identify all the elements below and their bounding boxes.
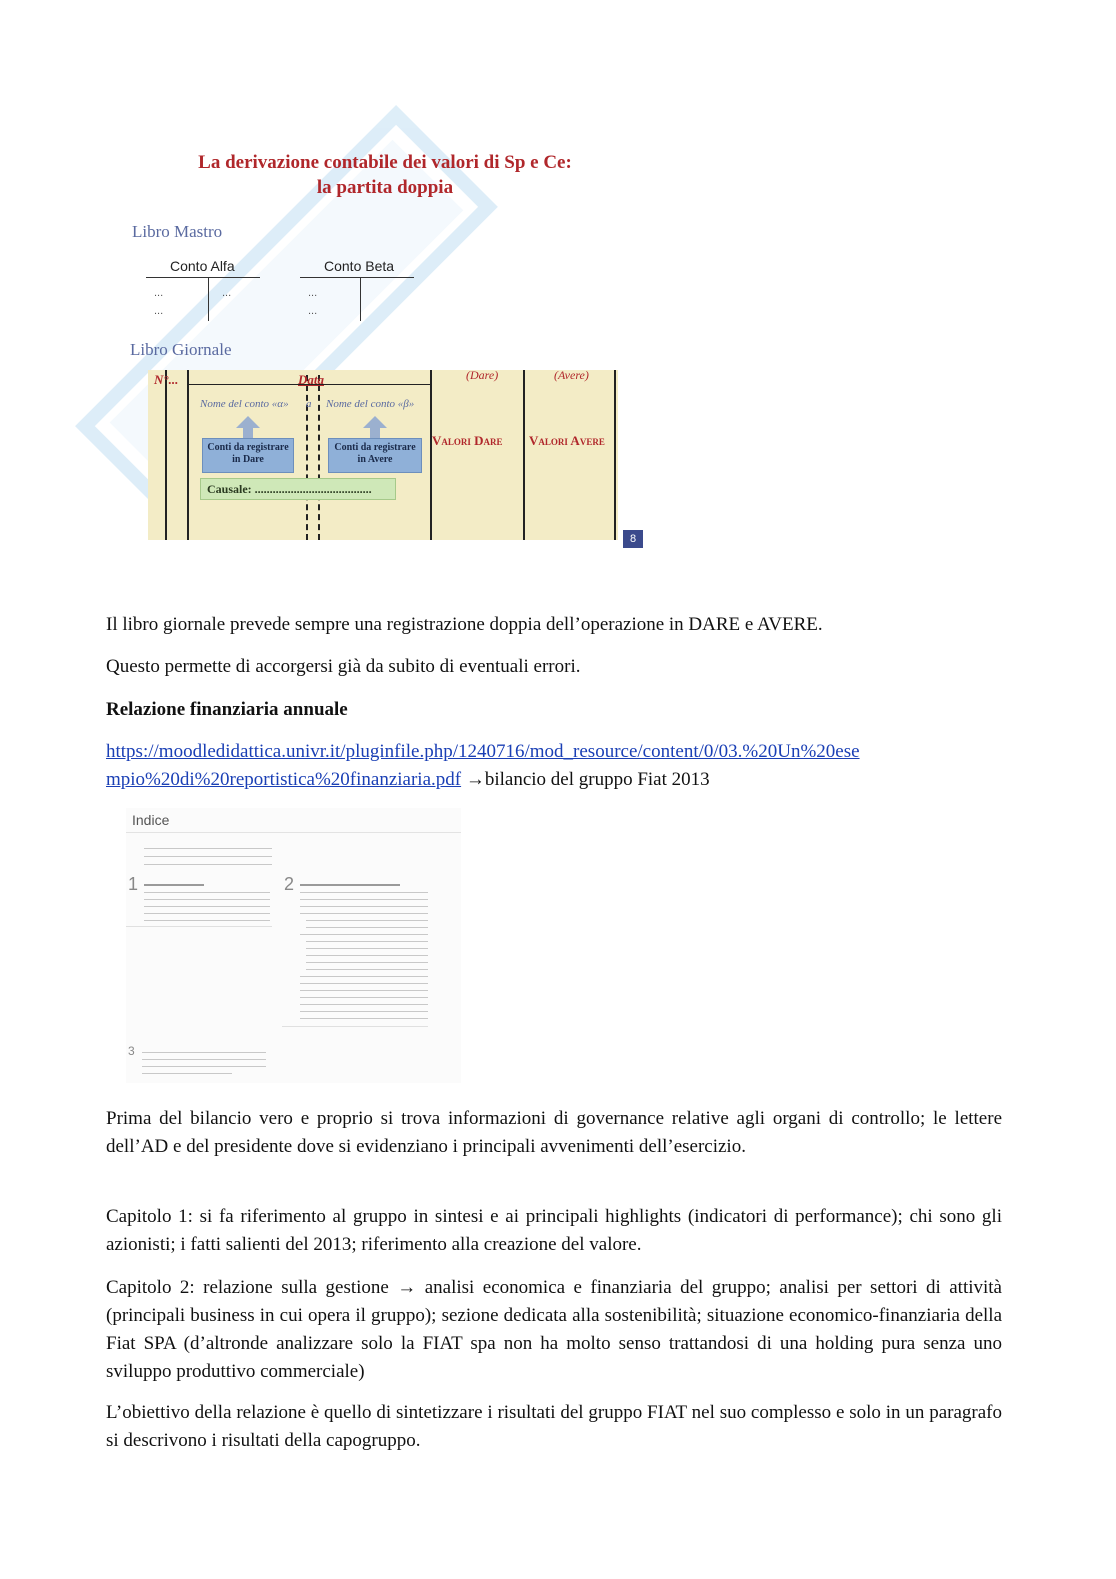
paragraph-2: Questo permette di accorgersi già da subito di eventuali errori. xyxy=(106,656,581,677)
index-line xyxy=(306,948,428,949)
valori-dare-label: Valori Dare xyxy=(432,433,503,448)
index-thumbnail xyxy=(126,808,461,1083)
index-line xyxy=(300,934,428,935)
conto-beta-dots-2: ... xyxy=(308,305,318,317)
report-link-part2[interactable]: mpio%20di%20reportistica%20finanziaria.pdf xyxy=(106,769,462,790)
arrow-stem xyxy=(243,428,253,438)
index-line xyxy=(300,913,428,914)
index-line xyxy=(144,892,270,893)
index-line xyxy=(306,927,428,928)
valori-avere-label: Valori Avere xyxy=(529,433,605,448)
index-line xyxy=(300,1011,428,1012)
journal-line-2 xyxy=(187,370,189,540)
journal-line-3 xyxy=(430,370,432,540)
index-line xyxy=(142,1052,266,1053)
journal-col-data: Data xyxy=(298,372,324,387)
index-line xyxy=(142,1066,266,1067)
slide-title-line2: la partita doppia xyxy=(316,177,454,198)
link-suffix: →bilancio del gruppo Fiat 2013 xyxy=(461,769,710,790)
slide-title-line1: La derivazione contabile dei valori di Sp e Ce: xyxy=(198,152,572,173)
partita-doppia-slide xyxy=(120,140,650,555)
a-separator: a xyxy=(306,398,312,410)
index-number-1: 1 xyxy=(128,874,139,894)
link-paragraph xyxy=(106,738,1002,794)
index-line xyxy=(300,906,428,907)
index-line xyxy=(144,920,270,921)
index-line xyxy=(300,1018,428,1019)
index-line xyxy=(300,899,428,900)
paragraph-1: Il libro giornale prevede sempre una registrazione doppia dell’operazione in DARE e AVERE. xyxy=(106,614,823,635)
index-rule xyxy=(282,1026,428,1027)
conto-alfa-stem xyxy=(208,277,209,321)
libro-giornale-label: Libro Giornale xyxy=(130,340,232,359)
journal-dash-2 xyxy=(318,375,320,540)
journal-col-avere: (Avere) xyxy=(554,368,589,382)
index-line xyxy=(306,941,428,942)
index-line xyxy=(306,920,428,921)
index-line xyxy=(144,856,272,857)
index-line xyxy=(144,864,272,865)
libro-mastro-label: Libro Mastro xyxy=(132,222,223,241)
conto-beta-label: Conto Beta xyxy=(324,258,395,274)
index-line xyxy=(144,906,270,907)
arrow-up-icon xyxy=(363,416,387,428)
index-line xyxy=(142,1073,232,1074)
index-line xyxy=(300,990,428,991)
index-number-2: 2 xyxy=(284,874,295,894)
index-line xyxy=(300,997,428,998)
conto-alfa-label: Conto Alfa xyxy=(170,258,235,274)
conto-beta-bar xyxy=(300,277,414,278)
section-heading: Relazione finanziaria annuale xyxy=(106,699,348,720)
journal-col-number: N°... xyxy=(154,372,179,387)
journal-line-1 xyxy=(165,370,167,540)
conto-alfa-bar xyxy=(146,277,260,278)
report-link-part1[interactable]: https://moodledidattica.univr.it/pluginfile.php/1240716/mod_resource/content/0/03.%20Un%20ese xyxy=(106,741,860,762)
causale-box: Causale: ....................................... xyxy=(200,478,396,500)
arrow-up-icon xyxy=(236,416,260,428)
index-line xyxy=(306,962,428,963)
conto-beta-stem xyxy=(360,277,361,321)
index-rule xyxy=(126,926,272,927)
index-line xyxy=(300,884,400,886)
index-title: Indice xyxy=(132,812,170,828)
index-line xyxy=(142,1059,266,1060)
index-line xyxy=(300,983,428,984)
index-line xyxy=(144,899,270,900)
index-line xyxy=(144,884,204,886)
index-line xyxy=(144,848,272,849)
journal-line-4 xyxy=(523,370,525,540)
index-line xyxy=(300,1004,428,1005)
nome-conto-beta: Nome del conto «β» xyxy=(326,398,415,410)
index-line xyxy=(306,969,428,970)
conto-beta-dots-1: ... xyxy=(308,287,318,299)
index-number-3: 3 xyxy=(128,1044,135,1058)
index-line xyxy=(306,955,428,956)
paragraph-3: Prima del bilancio vero e proprio si trova informazioni di governance relative agli organi di controllo; le lettere dell’AD e del presidente dove si evidenziano i principali avvenimenti dell’esercizio. xyxy=(106,1108,1002,1157)
arrow-stem xyxy=(370,428,380,438)
nome-conto-alpha: Nome del conto «α» xyxy=(200,398,289,410)
index-line xyxy=(300,976,428,977)
conti-dare-box: Conti da registrare in Dare xyxy=(202,438,294,473)
journal-col-dare: (Dare) xyxy=(466,368,499,382)
index-line xyxy=(144,913,270,914)
conto-alfa-dots-3: ... xyxy=(222,287,232,299)
paragraph-4: Capitolo 1: si fa riferimento al gruppo in sintesi e ai principali highlights (indicatori di performance); chi sono gli azionisti; i fatti salienti del 2013; riferimento alla creazione del valore. xyxy=(106,1206,1002,1255)
index-line xyxy=(300,892,428,893)
paragraph-6: L’obiettivo della relazione è quello di sintetizzare i risultati del gruppo FIAT nel suo complesso e solo in un paragrafo si descrivono i risultati della capogruppo. xyxy=(106,1402,1002,1451)
paragraph-5: Capitolo 2: relazione sulla gestione → analisi economica e finanziaria del gruppo; analisi per settori di attività (principali business in cui opera il gruppo); sezione dedicata alla sostenibilità; situazione economico-finanziaria della Fiat SPA (d’altronde analizzare solo la FIAT spa non ha molto senso trattandosi di una holding pura senza uno sviluppo produttivo commerciale) xyxy=(106,1277,1002,1382)
slide-page-number: 8 xyxy=(623,530,643,548)
index-title-rule xyxy=(126,832,461,833)
conti-avere-box: Conti da registrare in Avere xyxy=(328,438,422,473)
journal-line-5 xyxy=(614,370,616,540)
conto-alfa-dots-2: ... xyxy=(154,305,164,317)
conto-alfa-dots-1: ... xyxy=(154,287,164,299)
